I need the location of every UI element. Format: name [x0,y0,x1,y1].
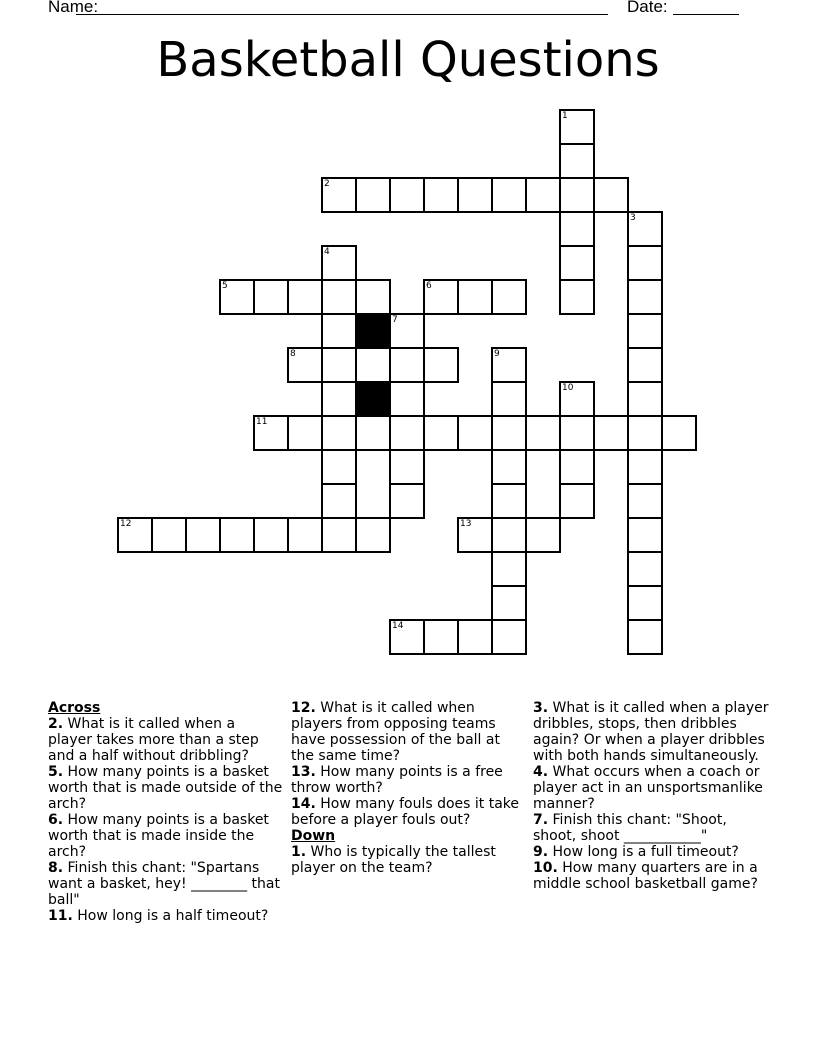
grid-cell[interactable] [627,245,663,281]
grid-cell[interactable] [627,483,663,519]
clue-down-1 [291,844,526,876]
grid-cell-1[interactable] [559,109,595,145]
grid-cell[interactable] [423,177,459,213]
grid-cell[interactable] [321,279,357,315]
grid-cell[interactable] [491,551,527,587]
grid-cell[interactable] [355,177,391,213]
grid-cell[interactable] [321,415,357,451]
clue-number: 12. [291,700,316,716]
clue-text: How long is a half timeout? [77,908,269,924]
grid-cell[interactable] [253,279,289,315]
date-blank-line[interactable] [673,14,739,15]
cell-number: 3 [630,213,636,223]
clue-number: 5. [48,764,64,780]
grid-cell[interactable] [627,517,663,553]
clue-text: What is it called when a player takes more than a step and a half without dribbling? [48,716,259,764]
cell-number: 11 [256,417,268,427]
grid-cell[interactable] [355,347,391,383]
grid-cell[interactable] [559,415,595,451]
grid-cell-14[interactable] [389,619,425,655]
clue-number: 13. [291,764,316,780]
grid-cell[interactable] [491,619,527,655]
grid-cell[interactable] [491,449,527,485]
grid-cell[interactable] [389,415,425,451]
grid-cell[interactable] [457,619,493,655]
clue-number: 11. [48,908,73,924]
grid-cell[interactable] [559,143,595,179]
grid-cell[interactable] [389,449,425,485]
clue-down-7 [533,812,773,844]
name-blank-line[interactable] [76,14,608,15]
clues-column-2 [291,700,526,876]
grid-cell[interactable] [355,279,391,315]
grid-cell[interactable] [593,177,629,213]
grid-cell[interactable] [423,415,459,451]
clue-text: Who is typically the tallest player on the team? [291,844,496,876]
grid-cell[interactable] [661,415,697,451]
grid-cell-12[interactable] [117,517,153,553]
grid-cell[interactable] [253,517,289,553]
grid-cell[interactable] [627,347,663,383]
grid-cell[interactable] [185,517,221,553]
clue-text: What is it called when a player dribbles, stops, then dribbles again? Or when a player dribbles with both hands simultaneously. [533,700,769,764]
grid-cell[interactable] [151,517,187,553]
cell-number: 5 [222,281,228,291]
grid-cell[interactable] [491,381,527,417]
grid-cell-6[interactable] [423,279,459,315]
grid-cell[interactable] [627,551,663,587]
clue-number: 10. [533,860,558,876]
grid-cell[interactable] [559,245,595,281]
clue-across-6 [48,812,283,860]
grid-cell[interactable] [559,177,595,213]
grid-cell-2[interactable] [321,177,357,213]
cell-number: 14 [392,621,404,631]
clue-text: Finish this chant: "Spartans want a basket, hey! ________ that ball" [48,860,280,908]
grid-cell[interactable] [491,415,527,451]
clue-text: How long is a full timeout? [552,844,739,860]
grid-cell-5[interactable] [219,279,255,315]
cell-number: 2 [324,179,330,189]
grid-cell[interactable] [525,177,561,213]
clue-number: 4. [533,764,549,780]
clue-across-12 [291,700,526,764]
clue-across-14 [291,796,526,828]
grid-cell[interactable] [627,619,663,655]
grid-cell[interactable] [559,449,595,485]
clue-down-3 [533,700,773,764]
page-title: Basketball Questions [156,32,660,88]
grid-cell[interactable] [219,517,255,553]
clue-number: 8. [48,860,64,876]
clue-number: 6. [48,812,64,828]
grid-cell[interactable] [423,619,459,655]
grid-cell[interactable] [321,449,357,485]
grid-cell[interactable] [457,279,493,315]
clue-number: 1. [291,844,307,860]
grid-cell[interactable] [321,313,357,349]
clue-text: How many points is a free throw worth? [291,764,503,796]
clue-down-10 [533,860,773,892]
grid-cell-10[interactable] [559,381,595,417]
grid-cell[interactable] [627,449,663,485]
grid-cell[interactable] [627,381,663,417]
cell-number: 7 [392,315,398,325]
clue-number: 2. [48,716,64,732]
grid-cell[interactable] [457,415,493,451]
grid-cell-9[interactable] [491,347,527,383]
cell-number: 6 [426,281,432,291]
grid-cell[interactable] [423,347,459,383]
grid-cell[interactable] [491,279,527,315]
cell-number: 4 [324,247,330,257]
grid-cell[interactable] [525,415,561,451]
grid-cell-3[interactable] [627,211,663,247]
black-cell [355,313,391,349]
cell-number: 12 [120,519,132,529]
grid-cell[interactable] [389,347,425,383]
cell-number: 9 [494,349,500,359]
clues-column-1 [48,700,283,924]
clue-number: 7. [533,812,549,828]
clue-down-9 [533,844,773,860]
grid-cell[interactable] [321,483,357,519]
across-heading: Across [48,700,101,716]
clue-number: 9. [533,844,549,860]
crossword-grid [118,110,698,656]
clue-across-8 [48,860,283,908]
clue-text: How many fouls does it take before a player fouls out? [291,796,520,828]
clue-down-4 [533,764,773,812]
grid-cell-4[interactable] [321,245,357,281]
cell-number: 8 [290,349,296,359]
grid-cell[interactable] [287,279,323,315]
clue-text: What is it called when players from opposing teams have possession of the ball at the same time? [291,700,500,764]
grid-cell[interactable] [627,279,663,315]
clue-text: Finish this chant: "Shoot, shoot, shoot ___________" [533,812,727,844]
grid-cell[interactable] [525,517,561,553]
cell-number: 13 [460,519,472,529]
grid-cell-13[interactable] [457,517,493,553]
clues-column-3 [533,700,773,892]
grid-cell[interactable] [627,415,663,451]
grid-cell-11[interactable] [253,415,289,451]
grid-cell[interactable] [321,381,357,417]
clue-number: 3. [533,700,549,716]
grid-cell[interactable] [355,415,391,451]
cell-number: 1 [562,111,568,121]
grid-cell[interactable] [457,177,493,213]
clue-across-5 [48,764,283,812]
grid-cell[interactable] [593,415,629,451]
clue-across-2 [48,716,283,764]
name-label: Name: [48,0,99,16]
clue-across-13 [291,764,526,796]
grid-cell[interactable] [559,211,595,247]
grid-cell[interactable] [389,483,425,519]
grid-cell-8[interactable] [287,347,323,383]
grid-cell[interactable] [287,517,323,553]
grid-cell[interactable] [491,585,527,621]
clue-text: How many points is a basket worth that is made inside the arch? [48,812,269,860]
clue-text: How many quarters are in a middle school basketball game? [533,860,758,892]
grid-cell[interactable] [627,585,663,621]
clue-number: 14. [291,796,316,812]
grid-cell[interactable] [389,177,425,213]
grid-cell[interactable] [491,483,527,519]
grid-cell[interactable] [559,279,595,315]
grid-cell[interactable] [491,517,527,553]
grid-cell[interactable] [321,517,357,553]
grid-cell[interactable] [559,483,595,519]
clue-text: How many points is a basket worth that is made outside of the arch? [48,764,283,812]
date-label: Date: [627,0,668,16]
grid-cell-7[interactable] [389,313,425,349]
cell-number: 10 [562,383,574,393]
black-cell [355,381,391,417]
grid-cell[interactable] [491,177,527,213]
grid-cell[interactable] [321,347,357,383]
grid-cell[interactable] [355,517,391,553]
grid-cell[interactable] [287,415,323,451]
grid-cell[interactable] [627,313,663,349]
down-heading: Down [291,828,336,844]
clue-across-11 [48,908,283,924]
grid-cell[interactable] [389,381,425,417]
clue-text: What occurs when a coach or player act in an unsportsmanlike manner? [533,764,763,812]
